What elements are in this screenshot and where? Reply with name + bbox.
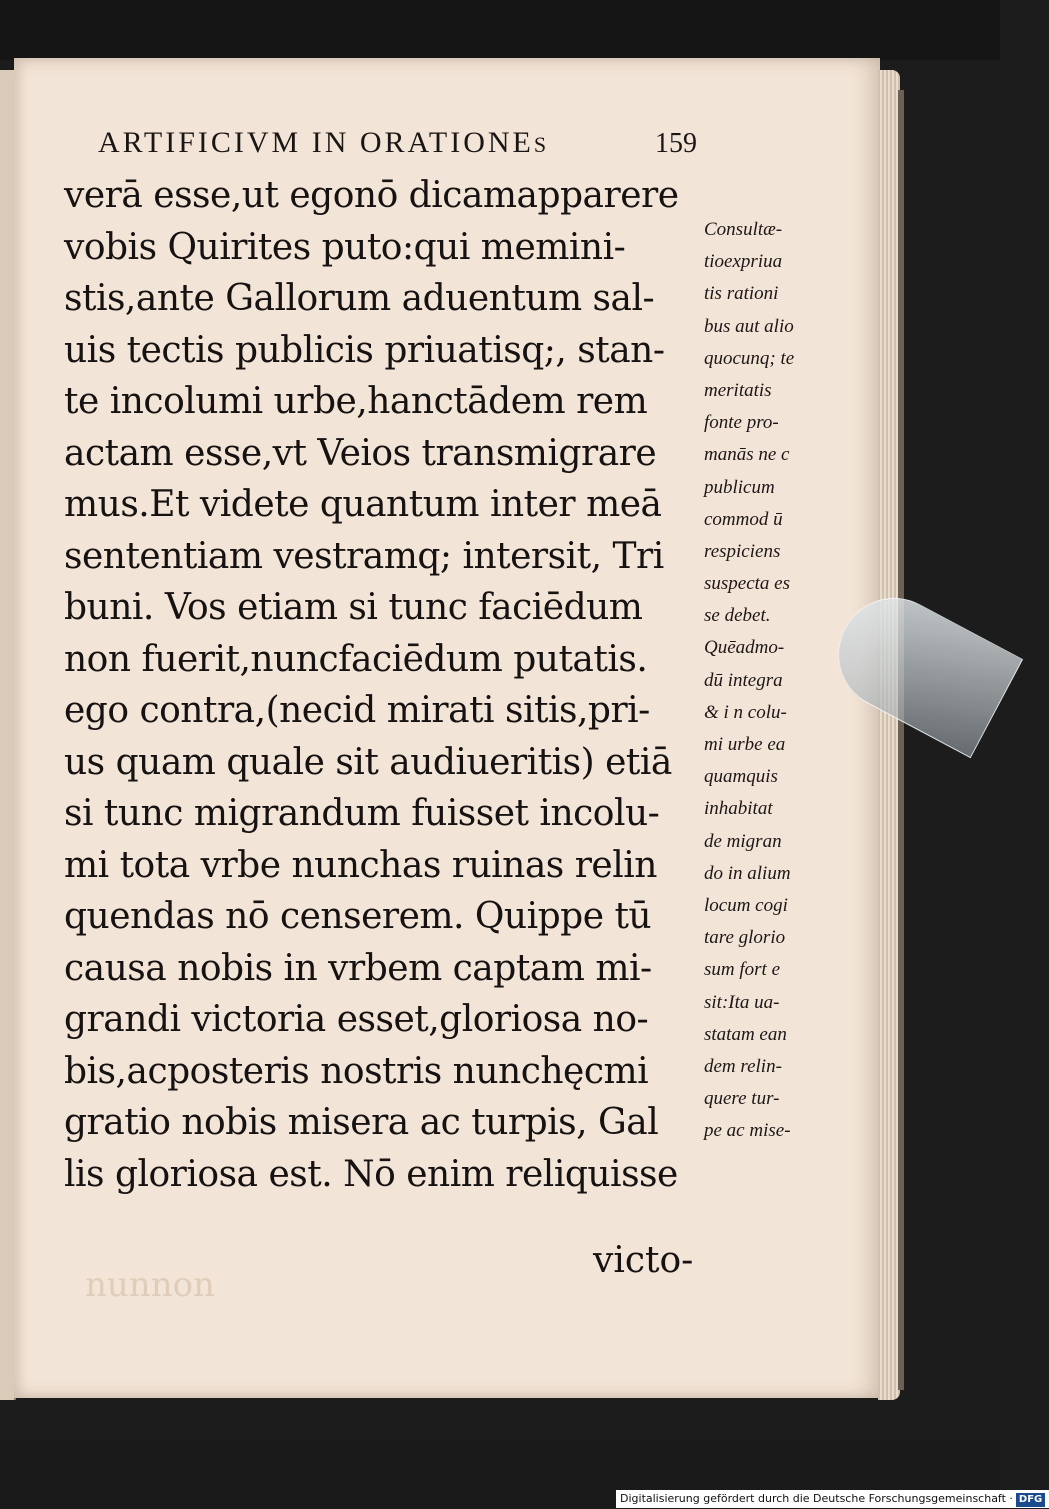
marginal-line: & i n colu- <box>704 701 787 723</box>
text-line: sententiam vestramq; intersit, Tri <box>64 535 664 577</box>
show-through-text: nunnon <box>85 1265 215 1305</box>
marginal-line: sum fort e <box>704 959 780 981</box>
marginal-line: Quēadmo- <box>704 637 785 659</box>
marginal-line: meritatis <box>704 379 772 401</box>
running-title-suffix: S <box>533 132 550 157</box>
running-title-text: ARTIFICIVM IN ORATIONE <box>98 126 534 159</box>
marginal-line: quere tur- <box>704 1088 780 1110</box>
text-line: te incolumi urbe,hanctādem rem <box>64 381 648 422</box>
marginal-line: pe ac mise- <box>704 1120 791 1142</box>
text-line: gratio nobis misera ac turpis, Gal <box>64 1102 659 1143</box>
text-line: mus.Et videte quantum inter meā <box>64 484 662 525</box>
funding-footer <box>616 1490 1049 1508</box>
page-edge-stack <box>878 70 900 1400</box>
scanner-bed-top <box>0 0 1000 60</box>
text-line: si tunc migrandum fuisset incolu- <box>64 793 660 834</box>
marginal-line: tis rationi <box>704 283 779 305</box>
running-title <box>98 126 718 170</box>
marginal-line: tioexpriua <box>704 251 783 273</box>
marginal-line: Consultæ- <box>704 219 783 240</box>
marginal-line: manās ne c <box>704 444 790 466</box>
marginal-line: tare glorio <box>704 927 786 949</box>
main-text-block <box>64 170 704 1200</box>
marginal-line: de migran <box>704 830 782 852</box>
text-line: actam esse,vt Veios transmigrare <box>64 432 657 474</box>
marginal-line: statam ean <box>704 1023 787 1045</box>
folio-number: 159 <box>655 128 697 159</box>
marginal-line: quamquis <box>704 766 778 788</box>
marginal-line: respiciens <box>704 540 781 562</box>
text-line: uis tectis publicis priuatisq;, stan- <box>64 329 665 371</box>
text-line: ego contra,(necid mirati sitis,pri- <box>64 690 650 731</box>
catchword: victo- <box>593 1240 694 1281</box>
text-line: verā esse,ut egonō dicamapparere <box>64 175 679 216</box>
marginal-line: do in alium <box>704 862 791 884</box>
text-line: stis,ante Gallorum aduentum sal- <box>64 278 655 319</box>
marginal-line: mi urbe ea <box>704 734 786 755</box>
text-line: buni. Vos etiam si tunc faciēdum <box>64 587 643 628</box>
marginal-line: commod ū <box>704 508 783 530</box>
cover-edge <box>898 90 904 1390</box>
marginal-line: bus aut alio <box>704 315 794 337</box>
text-line: bis,acposteris nostris nunchęcmi <box>64 1050 649 1092</box>
marginal-line: se debet. <box>704 605 771 627</box>
text-line: mi tota vrbe nunchas ruinas relin <box>64 844 657 886</box>
text-line: grandi victoria esset,gloriosa no- <box>64 999 649 1040</box>
marginal-line: sit:Ita ua- <box>704 991 780 1013</box>
marginal-line: locum cogi <box>704 894 788 916</box>
text-line: non fuerit,nuncfaciēdum putatis. <box>64 638 648 680</box>
text-line: quendas nō censerem. Quippe tū <box>64 896 652 937</box>
text-line: lis gloriosa est. Nō enim reliquisse <box>64 1153 678 1195</box>
marginal-line: suspecta es <box>704 573 791 595</box>
marginal-line: dū integra <box>704 669 783 691</box>
marginal-line: inhabitat <box>704 798 773 820</box>
footer-text: Digitalisierung gefördert durch die Deutsche Forschungsgemeinschaft · <box>620 1492 1013 1505</box>
text-line: us quam quale sit audiueritis) etiā <box>64 741 672 783</box>
text-line: causa nobis in vrbem captam mi- <box>64 947 652 989</box>
marginal-line: publicum <box>704 476 775 498</box>
dfg-logo-icon: DFG <box>1016 1493 1045 1507</box>
marginal-line: fonte pro- <box>704 412 779 434</box>
marginal-line: quocunq; te <box>704 347 795 369</box>
marginal-line: dem relin- <box>704 1055 782 1077</box>
marginal-notes <box>704 214 844 1147</box>
text-line: vobis Quirites puto:qui memini- <box>64 226 626 268</box>
